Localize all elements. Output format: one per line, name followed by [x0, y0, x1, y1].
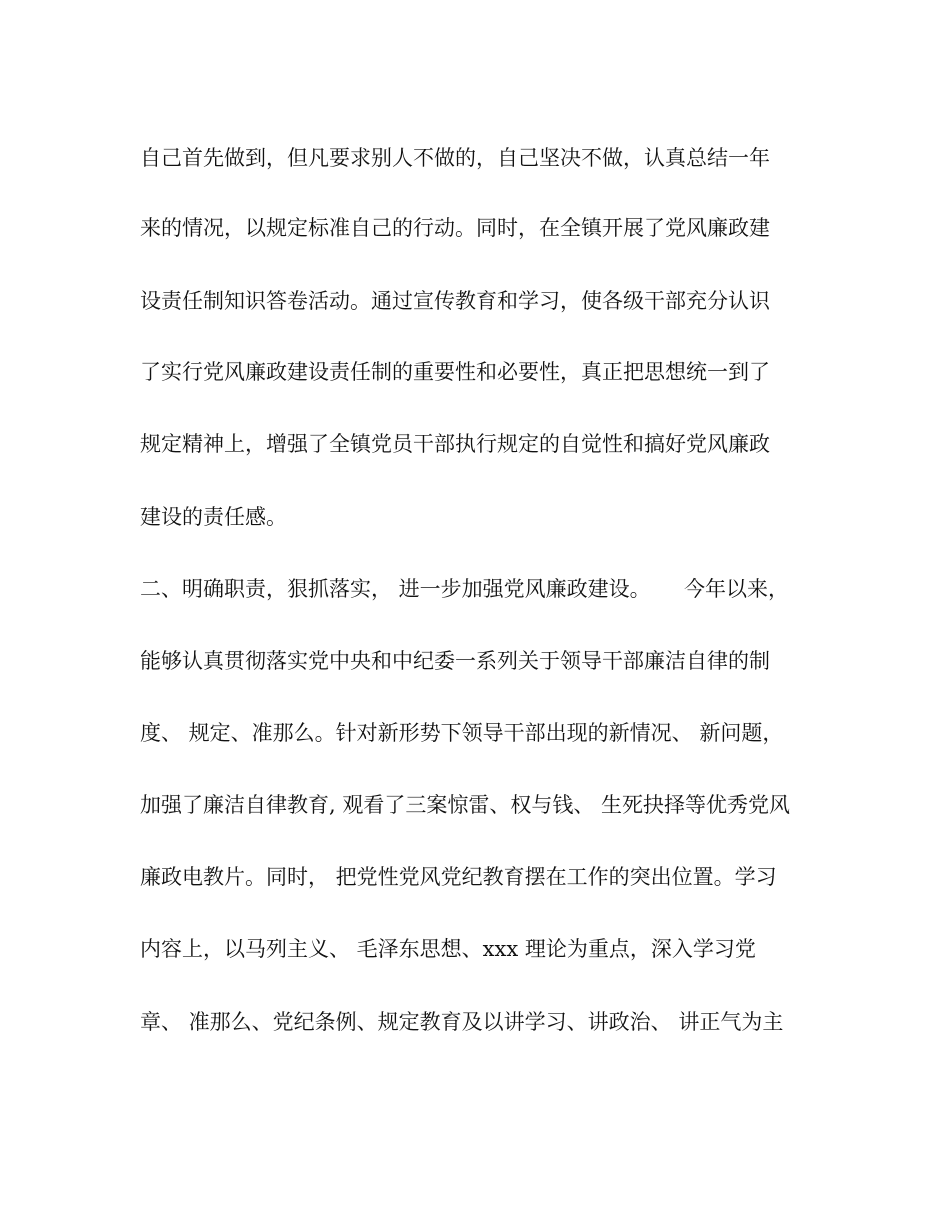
section-heading-line: 二、明确职责，狠抓落实， 进一步加强党风廉政建设。 今年以来，	[140, 577, 790, 601]
text-line: 廉政电教片。同时， 把党性党风党纪教育摆在工作的突出位置。学习	[140, 865, 777, 889]
text-line: 规定精神上，增强了全镇党员干部执行规定的自觉性和搞好党风廉政	[140, 432, 770, 456]
text-line: 能够认真贯彻落实党中央和中纪委一系列关于领导干部廉洁自律的制	[140, 649, 770, 673]
text-line: 来的情况，以规定标准自己的行动。同时，在全镇开展了党风廉政建	[140, 216, 770, 240]
text-line: 建设的责任感。	[140, 505, 287, 529]
text-line: 设责任制知识答卷活动。通过宣传教育和学习，使各级干部充分认识	[140, 289, 770, 313]
text-line: 内容上，以马列主义、 毛泽东思想、xxx 理论为重点，深入学习党	[140, 937, 756, 961]
text-line: 自己首先做到，但凡要求别人不做的，自己坚决不做，认真总结一年	[140, 146, 770, 170]
text-line: 度、 规定、准那么。针对新形势下领导干部出现的新情况、 新问题，	[140, 721, 784, 745]
text-line: 加强了廉洁自律教育, 观看了三案惊雷、权与钱、 生死抉择等优秀党风	[140, 793, 791, 817]
text-line: 章、 准那么、党纪条例、规定教育及以讲学习、讲政治、 讲正气为主	[140, 1010, 784, 1034]
text-line: 了实行党风廉政建设责任制的重要性和必要性，真正把思想统一到了	[140, 360, 770, 384]
